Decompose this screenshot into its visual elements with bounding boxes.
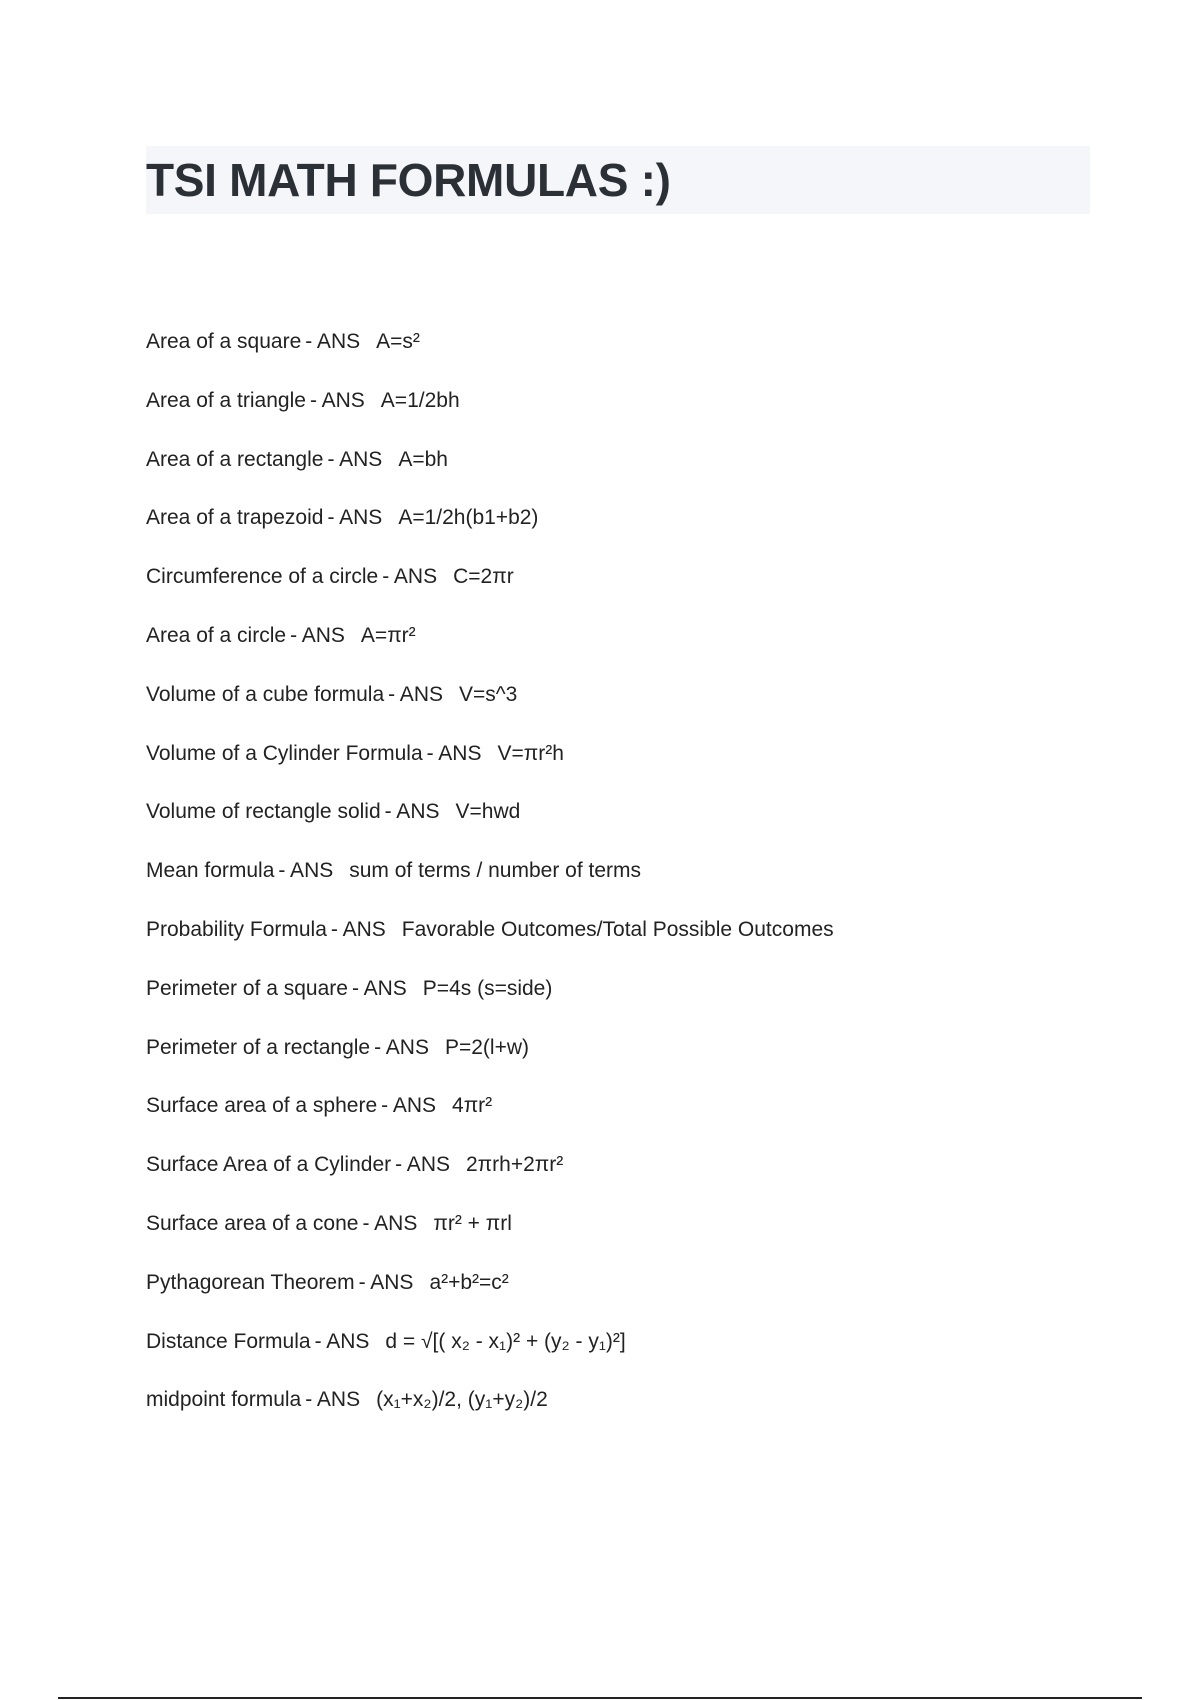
- answer-text: C=2πr: [453, 565, 514, 589]
- list-item: [146, 1384, 1106, 1443]
- question-text: Distance Formula: [146, 1329, 311, 1353]
- question-text: Surface area of a cone: [146, 1211, 359, 1235]
- question-text: Area of a square: [146, 330, 302, 353]
- list-item: [146, 796, 1106, 855]
- question-text: Volume of a Cylinder Formula: [146, 741, 423, 765]
- formula-list: [146, 326, 1106, 1443]
- question-text: Perimeter of a rectangle: [146, 1035, 371, 1059]
- list-item: [146, 973, 1106, 1032]
- question-text: midpoint formula: [146, 1388, 302, 1412]
- question-text: Area of a rectangle: [146, 447, 324, 471]
- list-item: [146, 620, 1106, 679]
- list-item: [146, 855, 1106, 914]
- question-text: Volume of a cube formula: [146, 682, 385, 706]
- answer-separator: - ANS: [330, 917, 386, 941]
- answer-text: (x₁+x₂)/2, (y₁+y₂)/2: [376, 1388, 548, 1412]
- answer-separator: - ANS: [384, 800, 440, 824]
- answer-separator: - ANS: [327, 506, 383, 530]
- answer-text: A=1/2h(b1+b2): [398, 506, 539, 530]
- answer-separator: - ANS: [388, 682, 443, 706]
- title-bar: [146, 146, 1090, 214]
- answer-separator: - ANS: [358, 1270, 414, 1294]
- answer-separator: - ANS: [314, 1329, 370, 1353]
- question-text: Surface area of a sphere: [146, 1094, 378, 1118]
- answer-separator: - ANS: [426, 741, 482, 765]
- answer-separator: - ANS: [374, 1035, 429, 1059]
- answer-separator: - ANS: [382, 565, 438, 589]
- answer-text: 4πr²: [452, 1094, 493, 1118]
- list-item: [146, 914, 1106, 973]
- answer-text: V=πr²h: [497, 741, 564, 765]
- list-item: [146, 1032, 1106, 1091]
- list-item: [146, 502, 1106, 561]
- answer-text: V=s^3: [459, 682, 518, 706]
- answer-separator: - ANS: [309, 388, 365, 412]
- list-item: [146, 738, 1106, 797]
- answer-separator: - ANS: [290, 623, 345, 647]
- list-item: [146, 1326, 1106, 1385]
- list-item: [146, 1208, 1106, 1267]
- answer-separator: - ANS: [395, 1153, 450, 1177]
- question-text: Circumference of a circle: [146, 565, 379, 589]
- answer-text: A=bh: [398, 447, 448, 471]
- list-item: [146, 1267, 1106, 1326]
- answer-text: sum of terms / number of terms: [349, 859, 641, 883]
- list-item: [146, 1149, 1106, 1208]
- answer-text: A=1/2bh: [380, 388, 460, 412]
- question-text: Perimeter of a square: [146, 976, 348, 1000]
- footer-divider: [58, 1697, 1142, 1699]
- question-text: Pythagorean Theorem: [146, 1270, 355, 1294]
- answer-text: P=4s (s=side): [422, 976, 553, 1000]
- answer-text: Favorable Outcomes/Total Possible Outcomes: [401, 917, 834, 941]
- list-item: [146, 385, 1106, 444]
- answer-separator: - ANS: [305, 1388, 361, 1412]
- list-item: [146, 561, 1106, 620]
- answer-text: πr² + πrl: [433, 1211, 512, 1235]
- question-text: Surface Area of a Cylinder: [146, 1153, 392, 1177]
- question-text: Area of a triangle: [146, 388, 306, 412]
- answer-text: 2πrh+2πr²: [466, 1153, 564, 1177]
- question-text: Mean formula: [146, 859, 275, 883]
- answer-text: A=s²: [376, 330, 420, 353]
- answer-separator: - ANS: [351, 976, 407, 1000]
- answer-text: d = √[( x₂ - x₁)² + (y₂ - y₁)²]: [385, 1329, 626, 1353]
- page-title: TSI MATH FORMULAS :): [146, 154, 671, 206]
- answer-text: V=hwd: [455, 800, 521, 824]
- answer-separator: - ANS: [381, 1094, 437, 1118]
- answer-text: P=2(l+w): [444, 1035, 529, 1059]
- answer-text: A=πr²: [360, 623, 416, 647]
- answer-separator: - ANS: [362, 1211, 418, 1235]
- answer-separator: - ANS: [278, 859, 334, 883]
- list-item: [146, 1090, 1106, 1149]
- question-text: Area of a circle: [146, 623, 287, 647]
- answer-separator: - ANS: [327, 447, 383, 471]
- question-text: Area of a trapezoid: [146, 506, 324, 530]
- list-item: [146, 679, 1106, 738]
- list-item: [146, 444, 1106, 503]
- answer-text: a²+b²=c²: [429, 1270, 509, 1294]
- question-text: Probability Formula: [146, 917, 327, 941]
- list-item: [146, 326, 1106, 385]
- question-text: Volume of rectangle solid: [146, 800, 381, 824]
- answer-separator: - ANS: [305, 330, 361, 353]
